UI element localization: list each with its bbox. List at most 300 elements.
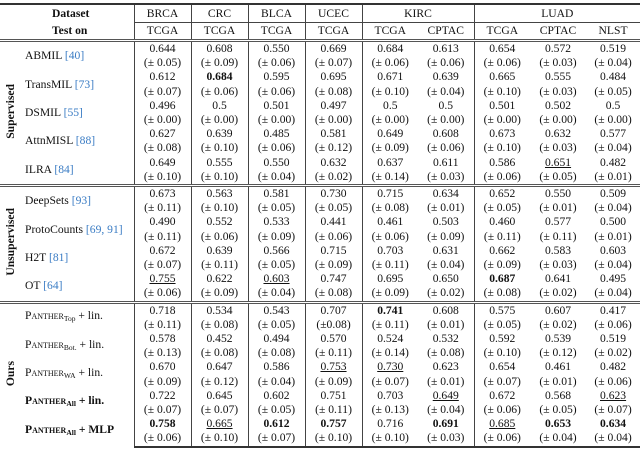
score-cell bbox=[134, 302, 191, 318]
citation-link[interactable]: [84] bbox=[54, 162, 74, 176]
score-value: 0.555 bbox=[544, 70, 572, 84]
score-cell bbox=[362, 156, 418, 170]
score-std: (± 0.01) bbox=[594, 169, 632, 183]
citation-number[interactable]: 64 bbox=[47, 279, 59, 293]
score-cell bbox=[474, 127, 530, 141]
score-std: (± 0.10) bbox=[474, 346, 530, 360]
score-std: (± 0.06) bbox=[248, 141, 305, 155]
score-value: 0.755 bbox=[149, 272, 176, 286]
score-std: (± 0.08) bbox=[362, 201, 418, 215]
score-std: (± 0.04) bbox=[530, 431, 586, 446]
score-std: (± 0.08) bbox=[474, 286, 530, 302]
score-value: 0.555 bbox=[206, 155, 233, 169]
score-std: (± 0.07) bbox=[474, 375, 530, 389]
score-cell bbox=[474, 360, 530, 374]
group-label bbox=[0, 41, 22, 186]
method-base: OT bbox=[25, 279, 41, 293]
table-row bbox=[0, 99, 640, 113]
group-label bbox=[0, 186, 22, 303]
method-head: + MLP bbox=[78, 423, 115, 437]
score-cell bbox=[474, 70, 530, 84]
method-name bbox=[22, 272, 134, 302]
score-std: (± 0.09) bbox=[191, 286, 248, 302]
score-std: (± 0.06) bbox=[427, 141, 465, 155]
score-std: (± 0.06) bbox=[362, 56, 418, 70]
score-cell bbox=[586, 156, 640, 170]
score-std: (± 0.00) bbox=[594, 113, 632, 127]
dataset-header: BLCA bbox=[248, 4, 305, 23]
score-value: 0.637 bbox=[377, 155, 404, 169]
score-std: (± 0.00) bbox=[474, 113, 530, 127]
score-std: (± 0.00) bbox=[305, 113, 362, 127]
score-cell bbox=[362, 360, 418, 374]
score-cell bbox=[586, 186, 640, 202]
test-cohort-header: TCGA bbox=[134, 23, 191, 41]
dataset-header: BRCA bbox=[134, 4, 191, 23]
citation-link[interactable]: [40] bbox=[64, 49, 85, 63]
score-value: 0.484 bbox=[600, 70, 627, 84]
score-std: (± 0.03) bbox=[539, 258, 577, 272]
score-value: 0.672 bbox=[489, 388, 516, 402]
score-value: 0.687 bbox=[489, 272, 516, 286]
score-std: (± 0.04) bbox=[427, 258, 465, 272]
score-value: 0.715 bbox=[320, 243, 347, 257]
score-value: 0.730 bbox=[377, 360, 404, 374]
score-value: 0.5 bbox=[605, 98, 621, 112]
score-cell bbox=[418, 332, 474, 346]
score-std: (± 0.04) bbox=[248, 375, 305, 389]
score-std: (± 0.06) bbox=[594, 317, 632, 331]
score-cell bbox=[305, 332, 362, 346]
score-value: 0.552 bbox=[206, 215, 233, 229]
score-std: (± 0.01) bbox=[427, 201, 465, 215]
score-std: (± 0.09) bbox=[474, 258, 530, 272]
score-cell bbox=[248, 215, 305, 229]
score-value: 0.684 bbox=[206, 70, 233, 84]
header-dataset-row bbox=[0, 4, 640, 23]
test-cohort-header: NLST bbox=[586, 23, 640, 41]
score-value: 0.627 bbox=[149, 127, 176, 141]
test-cohort-header: TCGA bbox=[305, 23, 362, 41]
score-std: (± 0.03) bbox=[418, 431, 474, 446]
score-cell bbox=[530, 127, 586, 141]
score-cell bbox=[530, 389, 586, 403]
score-cell bbox=[586, 360, 640, 374]
method-head: + lin. bbox=[78, 309, 103, 323]
score-cell bbox=[418, 302, 474, 318]
score-std: (± 0.00) bbox=[539, 113, 577, 127]
score-value: 0.595 bbox=[263, 70, 290, 84]
score-value: 0.654 bbox=[489, 360, 516, 374]
score-std: (± 0.10) bbox=[305, 431, 362, 446]
score-std: (± 0.12) bbox=[539, 346, 577, 360]
method-name bbox=[22, 417, 134, 446]
score-cell bbox=[305, 186, 362, 202]
score-cell bbox=[418, 99, 474, 113]
method-variant: All bbox=[66, 428, 76, 438]
score-std: (± 0.06) bbox=[474, 56, 530, 70]
score-cell bbox=[134, 215, 191, 229]
score-value: 0.524 bbox=[377, 332, 404, 346]
score-value: 0.5 bbox=[383, 98, 398, 112]
score-value: 0.608 bbox=[206, 42, 233, 55]
score-cell bbox=[474, 332, 530, 346]
score-std: (± 0.04) bbox=[427, 403, 465, 417]
method-name bbox=[22, 244, 134, 272]
method-name bbox=[22, 215, 134, 243]
score-std: (± 0.01) bbox=[594, 229, 632, 243]
score-std: (± 0.02) bbox=[427, 286, 465, 300]
dataset-header: KIRC bbox=[362, 4, 474, 23]
score-cell bbox=[191, 215, 248, 229]
score-std: (± 0.04) bbox=[594, 141, 632, 155]
score-std: (± 0.06) bbox=[191, 230, 248, 244]
score-cell bbox=[248, 99, 305, 113]
score-value: 0.722 bbox=[149, 388, 176, 402]
score-cell bbox=[305, 156, 362, 170]
citation-number[interactable]: 93 bbox=[75, 194, 88, 208]
score-cell bbox=[362, 215, 418, 229]
method-name bbox=[22, 41, 134, 71]
score-cell bbox=[305, 389, 362, 403]
method-variant: Top bbox=[63, 314, 76, 324]
citation-link[interactable]: [64] bbox=[43, 279, 63, 293]
score-value: 0.730 bbox=[320, 187, 347, 201]
score-std: (± 0.08) bbox=[305, 85, 362, 99]
score-cell bbox=[305, 127, 362, 141]
score-std: (± 0.05) bbox=[539, 403, 577, 417]
score-cell bbox=[530, 156, 586, 170]
score-value: 0.651 bbox=[544, 155, 572, 169]
score-cell bbox=[530, 272, 586, 286]
score-std: (± 0.06) bbox=[248, 85, 305, 99]
score-cell bbox=[418, 389, 474, 403]
score-std: (± 0.04) bbox=[427, 84, 465, 98]
score-std: (± 0.09) bbox=[305, 375, 362, 389]
score-cell bbox=[134, 70, 191, 84]
score-value: 0.662 bbox=[489, 243, 516, 257]
score-cell bbox=[248, 417, 305, 431]
score-std: (± 0.00) bbox=[362, 113, 418, 127]
score-cell bbox=[191, 332, 248, 346]
score-value: 0.612 bbox=[263, 417, 290, 431]
method-name bbox=[22, 70, 134, 98]
score-cell bbox=[305, 41, 362, 57]
dataset-header: LUAD bbox=[474, 4, 640, 23]
score-cell bbox=[362, 127, 418, 141]
score-std: (± 0.03) bbox=[539, 56, 577, 70]
score-std: (± 0.11) bbox=[134, 230, 191, 244]
score-cell bbox=[474, 99, 530, 113]
score-std: (± 0.07) bbox=[134, 403, 191, 417]
score-value: 0.613 bbox=[432, 42, 459, 55]
score-value: 0.532 bbox=[432, 332, 459, 346]
score-value: 0.494 bbox=[263, 332, 290, 346]
score-value: 0.741 bbox=[377, 303, 404, 317]
score-cell bbox=[134, 417, 191, 431]
score-std: (± 0.14) bbox=[362, 170, 418, 186]
test-cohort-header: TCGA bbox=[191, 23, 248, 41]
score-cell bbox=[362, 99, 418, 113]
score-std: (± 0.05) bbox=[248, 318, 305, 332]
score-cell bbox=[362, 186, 418, 202]
score-std: (± 0.11) bbox=[134, 318, 191, 332]
score-cell bbox=[530, 302, 586, 318]
method-name bbox=[22, 389, 134, 417]
table-row bbox=[0, 156, 640, 170]
score-cell bbox=[134, 272, 191, 286]
score-std: (± 0.00) bbox=[134, 113, 191, 127]
dataset-label: Dataset bbox=[52, 7, 90, 21]
score-std: (± 0.07) bbox=[134, 258, 191, 272]
score-std: (± 0.06) bbox=[474, 431, 530, 446]
score-cell bbox=[248, 360, 305, 374]
method-head: + lin. bbox=[79, 337, 105, 351]
score-value: 0.575 bbox=[489, 303, 516, 317]
score-cell bbox=[530, 70, 586, 84]
score-value: 0.441 bbox=[320, 215, 347, 229]
score-value: 0.695 bbox=[377, 272, 404, 286]
score-value: 0.603 bbox=[600, 243, 627, 257]
score-value: 0.631 bbox=[432, 243, 459, 257]
citation-number[interactable]: 84 bbox=[58, 162, 70, 176]
score-cell bbox=[474, 41, 530, 57]
score-cell bbox=[362, 302, 418, 318]
score-cell bbox=[362, 244, 418, 258]
score-value: 0.650 bbox=[432, 272, 459, 286]
score-cell bbox=[305, 360, 362, 374]
score-value: 0.641 bbox=[544, 272, 572, 286]
score-std: (± 0.03) bbox=[539, 141, 577, 155]
score-cell bbox=[418, 215, 474, 229]
score-value: 0.534 bbox=[206, 303, 233, 317]
score-value: 0.703 bbox=[377, 243, 404, 257]
table-row bbox=[0, 302, 640, 318]
method-base: DSMIL bbox=[25, 105, 61, 119]
method-variant: Bot. bbox=[63, 342, 77, 352]
score-cell bbox=[305, 215, 362, 229]
score-value: 0.649 bbox=[377, 127, 404, 141]
score-value: 0.715 bbox=[377, 187, 404, 201]
score-cell bbox=[530, 186, 586, 202]
score-cell bbox=[474, 215, 530, 229]
score-value: 0.533 bbox=[263, 215, 290, 229]
method-base: AttnMISL bbox=[25, 134, 73, 148]
score-value: 0.550 bbox=[263, 42, 290, 55]
score-value: 0.703 bbox=[377, 388, 404, 402]
score-cell bbox=[362, 389, 418, 403]
score-std: (± 0.05) bbox=[305, 201, 362, 215]
score-std: (± 0.07) bbox=[362, 375, 418, 389]
score-cell bbox=[418, 156, 474, 170]
method-base: Panther bbox=[25, 423, 67, 437]
score-std: (± 0.00) bbox=[248, 113, 305, 127]
score-value: 0.647 bbox=[206, 360, 233, 374]
score-std: (± 0.08) bbox=[191, 346, 248, 360]
score-cell bbox=[248, 302, 305, 318]
score-value: 0.460 bbox=[489, 215, 516, 229]
score-cell bbox=[134, 332, 191, 346]
score-cell bbox=[134, 389, 191, 403]
score-cell bbox=[418, 186, 474, 202]
method-base: TransMIL bbox=[25, 77, 72, 91]
score-std: (± 0.12) bbox=[305, 141, 362, 155]
score-std: (± 0.05) bbox=[248, 403, 305, 417]
score-value: 0.652 bbox=[489, 187, 516, 201]
method-head: + lin. bbox=[78, 366, 104, 380]
method-name bbox=[22, 156, 134, 186]
method-name bbox=[22, 360, 134, 388]
table-row bbox=[0, 127, 640, 141]
method-base: H2T bbox=[25, 250, 47, 264]
score-std: (± 0.10) bbox=[474, 141, 530, 155]
table-row bbox=[0, 41, 640, 57]
results-body bbox=[0, 41, 640, 447]
score-cell bbox=[362, 332, 418, 346]
score-value: 0.757 bbox=[320, 417, 347, 431]
score-value: 0.639 bbox=[432, 70, 459, 84]
score-std: (± 0.01) bbox=[539, 374, 577, 388]
score-cell bbox=[305, 417, 362, 431]
score-std: (± 0.05) bbox=[248, 258, 305, 272]
score-cell bbox=[191, 389, 248, 403]
citation-link[interactable]: [93] bbox=[71, 194, 92, 208]
score-value: 0.665 bbox=[206, 417, 233, 431]
score-std: (± 0.05) bbox=[539, 169, 577, 183]
method-base: ProtoCounts bbox=[25, 222, 83, 236]
score-std: (± 0.10) bbox=[191, 141, 248, 155]
score-std: (± 0.11) bbox=[362, 318, 418, 332]
citation-number[interactable]: 73 bbox=[78, 77, 91, 91]
test-cohort-header: TCGA bbox=[474, 23, 530, 41]
score-std: (± 0.01) bbox=[539, 201, 577, 215]
citation-link[interactable]: [81] bbox=[48, 250, 69, 264]
score-cell bbox=[586, 389, 640, 403]
score-value: 0.672 bbox=[149, 243, 176, 257]
score-value: 0.608 bbox=[432, 303, 459, 317]
score-value: 0.503 bbox=[432, 215, 459, 229]
score-cell bbox=[191, 70, 248, 84]
score-cell bbox=[191, 127, 248, 141]
score-value: 0.751 bbox=[320, 388, 347, 402]
score-value: 0.543 bbox=[263, 303, 290, 317]
method-base: Panther bbox=[25, 394, 67, 408]
score-value: 0.5 bbox=[212, 98, 227, 112]
method-name bbox=[22, 302, 134, 332]
score-value: 0.581 bbox=[320, 127, 347, 141]
score-value: 0.577 bbox=[544, 215, 572, 229]
score-cell bbox=[134, 360, 191, 374]
group-label-text: Ours bbox=[4, 360, 17, 386]
score-value: 0.586 bbox=[263, 360, 290, 374]
score-value: 0.501 bbox=[263, 98, 290, 112]
citation-number[interactable]: 40 bbox=[68, 49, 81, 63]
score-value: 0.592 bbox=[489, 332, 516, 346]
score-cell bbox=[191, 272, 248, 286]
score-value: 0.758 bbox=[149, 417, 176, 431]
test-on-label: Test on bbox=[0, 23, 134, 41]
score-std: (± 0.07) bbox=[248, 431, 305, 446]
score-value: 0.490 bbox=[149, 215, 176, 229]
citation-link[interactable]: [69, 91] bbox=[85, 222, 123, 236]
table-row bbox=[0, 70, 640, 84]
score-value: 0.581 bbox=[263, 187, 290, 201]
score-std: (± 0.05) bbox=[248, 201, 305, 215]
citation-number[interactable]: 55 bbox=[67, 105, 80, 119]
score-value: 0.707 bbox=[320, 303, 347, 317]
header-test-row bbox=[0, 23, 640, 41]
score-cell bbox=[586, 417, 640, 431]
score-cell bbox=[362, 70, 418, 84]
score-cell bbox=[586, 272, 640, 286]
score-value: 0.566 bbox=[263, 243, 290, 257]
citation-number[interactable]: 69, 91 bbox=[89, 222, 119, 236]
score-cell bbox=[248, 332, 305, 346]
score-value: 0.685 bbox=[489, 417, 516, 431]
score-std: (± 0.09) bbox=[362, 141, 418, 155]
citation-link[interactable]: [73] bbox=[74, 77, 95, 91]
score-value: 0.417 bbox=[600, 303, 627, 317]
score-value: 0.485 bbox=[263, 127, 290, 141]
score-cell bbox=[586, 41, 640, 57]
score-value: 0.653 bbox=[544, 417, 572, 431]
citation-number[interactable]: 88 bbox=[79, 134, 92, 148]
score-cell bbox=[474, 272, 530, 286]
score-cell bbox=[362, 272, 418, 286]
score-value: 0.519 bbox=[600, 332, 627, 346]
score-value: 0.753 bbox=[320, 360, 347, 374]
table-row bbox=[0, 360, 640, 374]
score-cell bbox=[474, 417, 530, 431]
score-std: (± 0.01) bbox=[427, 374, 465, 388]
score-value: 0.623 bbox=[432, 360, 459, 374]
score-std: (± 0.04) bbox=[594, 201, 632, 215]
score-value: 0.5 bbox=[438, 98, 454, 112]
score-cell bbox=[530, 215, 586, 229]
group-label-text: Supervised bbox=[4, 83, 17, 139]
score-cell bbox=[191, 41, 248, 57]
score-std: (± 0.04) bbox=[248, 170, 305, 186]
score-value: 0.673 bbox=[489, 127, 516, 141]
score-cell bbox=[530, 41, 586, 57]
score-cell bbox=[418, 360, 474, 374]
score-std: (± 0.09) bbox=[427, 229, 465, 243]
score-cell bbox=[248, 389, 305, 403]
score-cell bbox=[191, 244, 248, 258]
score-std: (± 0.05) bbox=[594, 84, 632, 98]
citation-link[interactable]: [55] bbox=[63, 105, 83, 119]
method-name bbox=[22, 186, 134, 216]
score-cell bbox=[586, 99, 640, 113]
score-std: (±0.08) bbox=[305, 318, 362, 332]
score-value: 0.509 bbox=[600, 187, 627, 201]
citation-link[interactable]: [88] bbox=[75, 134, 96, 148]
score-value: 0.684 bbox=[377, 42, 404, 55]
citation-number[interactable]: 81 bbox=[52, 250, 65, 264]
method-variant: All bbox=[66, 399, 76, 409]
score-cell bbox=[191, 360, 248, 374]
score-value: 0.612 bbox=[149, 70, 176, 84]
score-std: (± 0.06) bbox=[191, 85, 248, 99]
score-cell bbox=[191, 302, 248, 318]
table-row bbox=[0, 389, 640, 403]
score-std: (± 0.09) bbox=[305, 258, 362, 272]
score-value: 0.500 bbox=[600, 215, 627, 229]
score-std: (± 0.09) bbox=[248, 230, 305, 244]
score-value: 0.497 bbox=[320, 98, 347, 112]
score-cell bbox=[248, 70, 305, 84]
score-value: 0.501 bbox=[489, 98, 516, 112]
